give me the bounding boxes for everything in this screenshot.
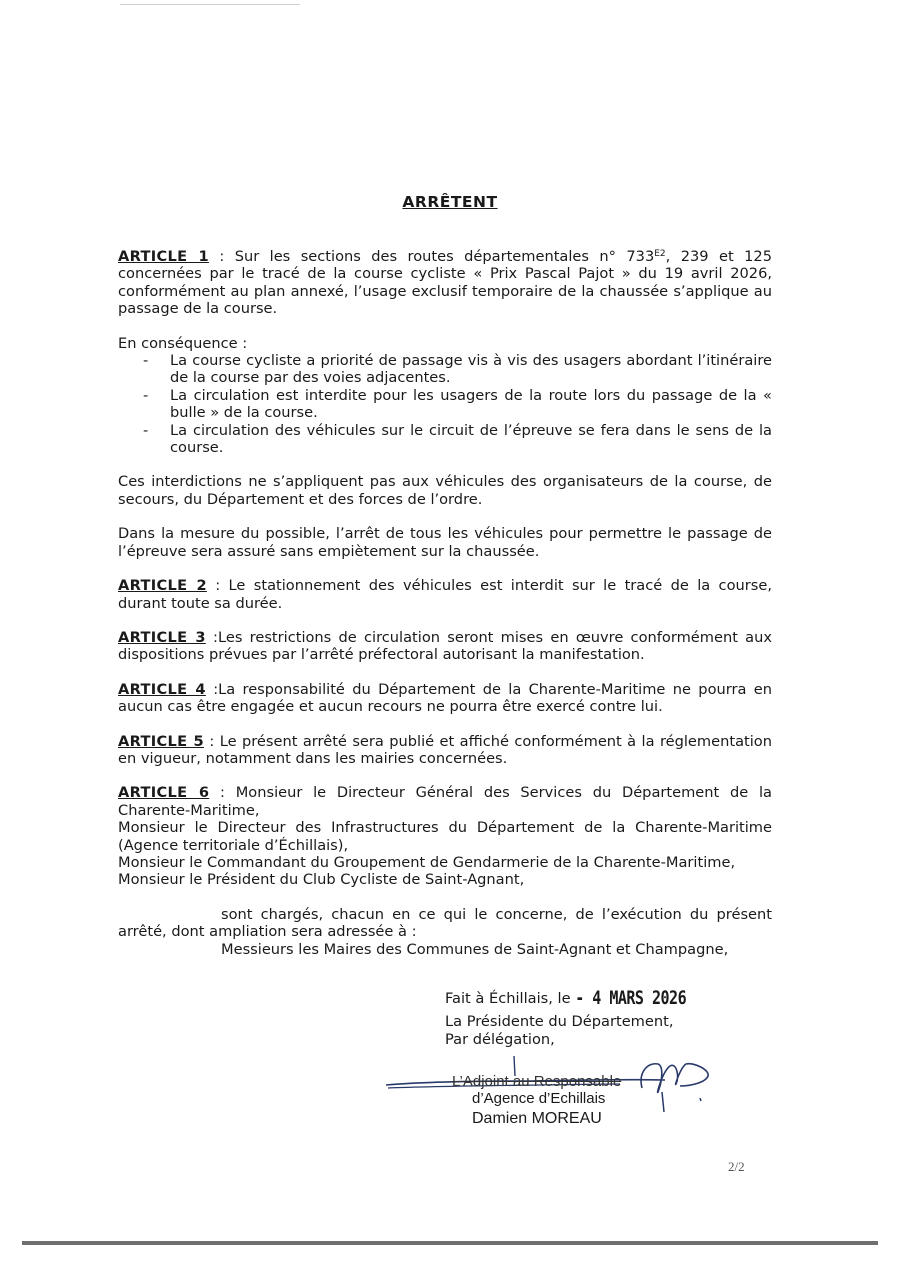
charges-paragraph: sont chargés, chacun en ce qui le concerne, de l’exécution du présent arrêté, dont ampliation sera adressée à :: [118, 905, 772, 941]
article-4: ARTICLE 4 :La responsabilité du Département de la Charente-Maritime ne pourra en aucun cas être engagée et aucun recours ne pourra être exercé contre lui.: [118, 680, 772, 716]
signatory-name: Damien MOREAU: [472, 1110, 602, 1127]
adjoint-line: L’Adjoint au Responsable: [452, 1073, 622, 1090]
page-number: 2/2: [728, 1159, 745, 1174]
article-3: ARTICLE 3 :Les restrictions de circulation seront mises en œuvre conformément aux dispositions prévues par l’arrêté préfectoral autorisant la manifestation.: [118, 628, 773, 664]
article-3-label: ARTICLE 3: [118, 628, 206, 646]
article-6-label: ARTICLE 6: [118, 784, 210, 802]
article-6-line: Monsieur le Directeur des Infrastructures du Département de la Charente-Maritime (Agence territoriale d’Échillais),: [118, 819, 772, 854]
delegation-line: Par délégation,: [445, 1030, 555, 1048]
signature-header: [445, 986, 775, 1048]
consequence-list: [118, 352, 772, 456]
consequence-heading: En conséquence :: [118, 334, 248, 352]
top-scan-rule: [120, 4, 300, 5]
article-5: ARTICLE 5 : Le présent arrêté sera publié et affiché conformément à la réglementation en vigueur, notamment dans les mairies concernées.: [118, 732, 772, 767]
paragraph-arret: Dans la mesure du possible, l’arrêt de tous les véhicules pour permettre le passage de l’épreuve sera assuré sans empiètement sur la chaussée.: [118, 525, 772, 560]
article-4-label: ARTICLE 4: [118, 680, 206, 698]
article-6-line: Monsieur le Président du Club Cycliste de Saint-Agnant,: [118, 871, 525, 889]
document-title: ARRÊTENT: [402, 193, 498, 211]
date-stamp: - 4 MARS 2026: [575, 986, 687, 1010]
article-1: ARTICLE 1 : Sur les sections des routes départementales n° $733^{E2}$, 239 et 125 concernées par le tracé de la course cycliste « Prix Pascal Pajot » du 19 avril 2026, conformément au plan annexé, l’usage exclusif temporaire de la chaussée s’applique au passage de la course.: [118, 248, 772, 318]
article-6-line: Monsieur le Commandant du Groupement de Gendarmerie de la Charente-Maritime,: [118, 853, 736, 871]
article-6: ARTICLE 6 : Monsieur le Directeur Général des Services du Département de la Charente-Maritime,: [118, 784, 772, 819]
signatory-block: [452, 1073, 675, 1127]
agence-line: d’Agence d’Echillais: [472, 1090, 606, 1107]
paragraph-interdictions: Ces interdictions ne s’appliquent pas aux véhicules des organisateurs de la course, de secours, du Département et des forces de l’ordre.: [118, 473, 772, 508]
bottom-scan-rule: [22, 1241, 878, 1245]
presidente-line: La Présidente du Département,: [445, 1013, 674, 1031]
list-item: - La circulation des véhicules sur le circuit de l’épreuve se fera dans le sens de la course.: [118, 422, 772, 457]
document-body: [118, 248, 772, 958]
maires-line: Messieurs les Maires des Communes de Saint-Agnant et Champagne,: [221, 940, 729, 958]
date-line: Fait à Échillais, le - 4 MARS 2026: [445, 986, 687, 1010]
article-1-label: ARTICLE 1: [118, 248, 209, 265]
article-5-label: ARTICLE 5: [118, 732, 204, 750]
article-2: ARTICLE 2 : Le stationnement des véhicules est interdit sur le tracé de la course, durant toute sa durée.: [118, 577, 772, 612]
list-item: - La circulation est interdite pour les usagers de la route lors du passage de la « bulle » de la course.: [118, 387, 772, 422]
article-2-label: ARTICLE 2: [118, 577, 207, 595]
list-item: - La course cycliste a priorité de passage vis à vis des usagers abordant l’itinéraire de la course par des voies adjacentes.: [118, 352, 772, 387]
